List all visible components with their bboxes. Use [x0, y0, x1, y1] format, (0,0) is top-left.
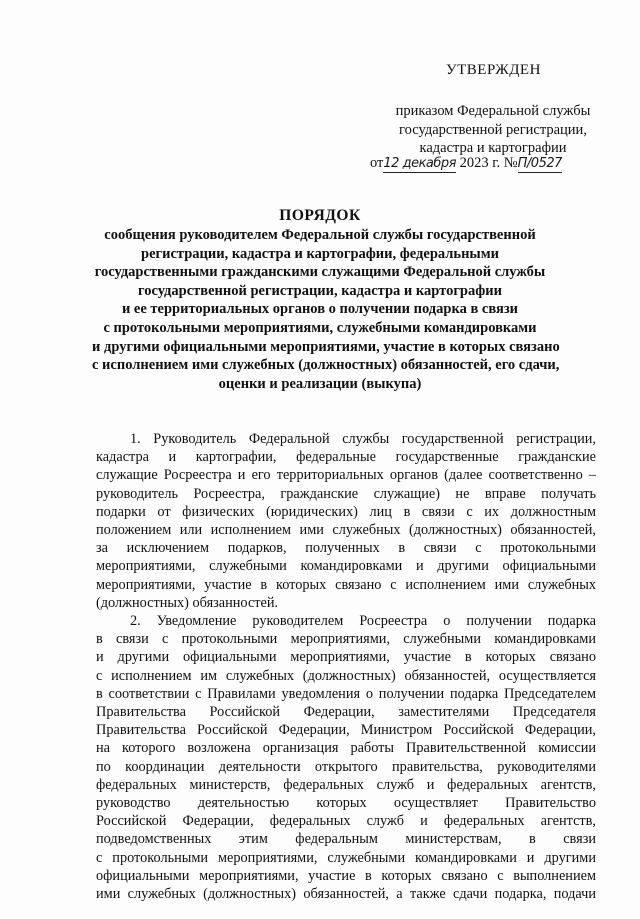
approved-stamp: УТВЕРЖДЕН [446, 62, 541, 78]
number-prefix: № [503, 155, 518, 171]
paragraph-line: с протокольными мероприятиями, служебными командировками и другими [96, 849, 596, 866]
subtitle-line: государственной регистрации, кадастра и картографии [138, 282, 502, 299]
paragraph-line: в связи с протокольными мероприятиями, служебными командировками [96, 631, 596, 648]
document-body [96, 430, 596, 903]
document-subtitle [92, 226, 560, 393]
subtitle-line: сообщения руководителем Федеральной службы государственной [104, 227, 536, 243]
paragraph-line: мероприятиями, участие в которых связано с исполнением ими служебных [96, 576, 596, 593]
paragraph-line: руководство деятельностью которых осуществляет Правительство [96, 795, 596, 812]
date-year: 2023 г. [459, 155, 501, 171]
paragraph-2 [96, 612, 596, 903]
subtitle-line: оценки и реализации (выкупа) [218, 375, 422, 392]
paragraph-line: на которого возложена организация работы Правительственной комиссии [96, 740, 596, 757]
paragraph-1 [96, 430, 596, 612]
subtitle-line: с исполнением ими служебных (должностных) обязанностей, его сдачи, [92, 357, 560, 374]
paragraph-line: положением или исполнением ими служебных (должностных) обязанностей, [96, 522, 596, 539]
handwritten-date: 12 декабря [383, 156, 456, 171]
paragraph-line: ими служебных (должностных) обязанностей, а также сдачи подарка, подачи [96, 886, 596, 903]
subtitle-line: регистрации, кадастра и картографии, федеральными [141, 245, 499, 262]
subtitle-line: и другими официальными мероприятиями, участие в которых связано [92, 338, 560, 355]
order-line: государственной регистрации, [399, 121, 587, 138]
paragraph-line: (должностных) обязанностей. [96, 594, 279, 611]
subtitle-line: с протокольными мероприятиями, служебными командировками [103, 319, 537, 336]
paragraph-line: Правительства Российской Федерации, заместителями Председателя [96, 704, 596, 721]
paragraph-line: и другими официальными мероприятиями, участие в которых связано [96, 649, 596, 666]
paragraph-line: Российской Федерации, федеральных служб и федеральных агентств, [96, 813, 596, 830]
paragraph-line: мероприятиями, служебными командировками и другими официальными [96, 558, 596, 575]
subtitle-line: и ее территориальных органов о получении подарка в связи [121, 301, 519, 318]
paragraph-line: подарки от физических (юридических) лиц в связи с их должностным [96, 503, 596, 520]
paragraph-line: за исключением подарков, полученных в связи с протокольными [96, 540, 596, 557]
paragraph-line: с исполнением им служебных (должностных) обязанностей, осуществляется [96, 667, 596, 684]
order-date-number [370, 155, 610, 173]
subtitle-line: государственными гражданскими служащими Федеральной службы [94, 264, 546, 281]
paragraph-line: кадастра и картографии, федеральные государственные гражданские [96, 449, 596, 466]
document-title: ПОРЯДОК [279, 207, 361, 224]
paragraph-line: служащие Росреестра и его территориальных органов (далее соответственно – [96, 467, 596, 484]
paragraph-line: подведомственных этим федеральным министерствам, в связи [96, 831, 596, 848]
order-line: приказом Федеральной службы [395, 103, 591, 119]
paragraph-line: 2. Уведомление руководителем Росреестра о получении подарка [130, 613, 596, 630]
paragraph-line: официальными мероприятиями, участие в которых связано с выполнением [96, 867, 596, 884]
handwritten-number: П/0527 [517, 156, 562, 171]
paragraph-line: федеральных министерств, федеральных служб и федеральных агентств, [96, 776, 596, 793]
paragraph-line: руководитель Росреестра, гражданские служащие) не вправе получать [96, 485, 596, 502]
paragraph-line: Правительства Российской Федерации, Министром Российской Федерации, [96, 722, 596, 739]
date-prefix: от [370, 155, 384, 171]
paragraph-line: 1. Руководитель Федеральной службы государственной регистрации, [130, 431, 596, 447]
paragraph-line: в соответствии с Правилами уведомления о получении подарка Председателем [96, 685, 596, 702]
paragraph-line: по координации деятельности открытого правительства, руководителями [96, 758, 596, 775]
order-reference [378, 102, 608, 158]
order-line: кадастра и картографии [419, 140, 567, 156]
